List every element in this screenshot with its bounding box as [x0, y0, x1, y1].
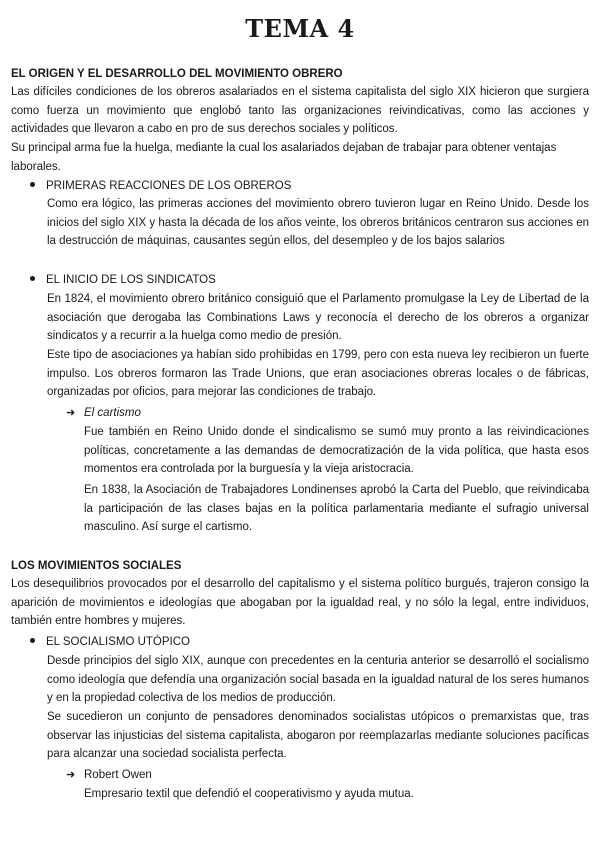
subitem-cartismo [66, 404, 141, 422]
arrow-right-icon: ➜ [66, 407, 76, 419]
bullet-dot-icon [30, 638, 35, 643]
section1-intro: Las difíciles condiciones de los obreros asalariados en el sistema capitalista del siglo XIX hicieron que surgiera como fuerza un movimiento que englobó tanto las organizaciones reivindicativas, como las acciones y actividades que llevaron a cabo en pro de sus derechos sociales y políticos. [11, 86, 589, 135]
cartismo-text1: Fue también en Reino Unido donde el sindicalismo se sumó muy pronto a las reivindicaciones políticas, concretamente a las demandas de democratización de la vida política, que hasta esos momentos era controlada por la burguesía y la vieja aristocracia. [84, 426, 589, 475]
section-heading-movimientos-sociales: LOS MOVIMIENTOS SOCIALES [11, 560, 182, 572]
subitem-label: Robert Owen [84, 769, 152, 781]
bullet-label: EL SOCIALISMO UTÓPICO [46, 636, 190, 648]
bullet-primeras-reacciones [30, 177, 291, 195]
section-heading-movimiento-obrero: EL ORIGEN Y EL DESARROLLO DEL MOVIMIENTO OBRERO [11, 68, 343, 80]
bullet-dot-icon [30, 182, 35, 187]
robert-owen-text: Empresario textil que defendió el cooperativismo y ayuda mutua. [84, 788, 414, 800]
bullet-socialismo-utopico [30, 633, 190, 651]
bullet-dot-icon [30, 276, 35, 281]
section2-intro: Los desequilibrios provocados por el desarrollo del capitalismo y el sistema político burgués, trajeron consigo la aparición de movimientos e ideologías que abogaban por la igualdad real, y no sólo la legal, entre individuos, también entre hombres y mujeres. [11, 578, 589, 627]
subitem-label: El cartismo [84, 407, 141, 419]
section1-intro2: Su principal arma fue la huelga, mediante la cual los asalariados dejaban de trabajar para obtener ventajas laborales. [11, 142, 557, 173]
bullet1-text: Como era lógico, las primeras acciones del movimiento obrero tuvieron lugar en Reino Unido. Desde los inicios del siglo XIX y hasta la década de los años veinte, los obreros británicos centraron sus acciones en la destrucción de máquinas, causantes según ellos, del desempleo y de los bajos salarios [47, 198, 589, 247]
bullet2-text2: Este tipo de asociaciones ya habían sido prohibidas en 1799, pero con esta nueva ley recibieron un fuerte impulso. Los obreros formaron las Trade Unions, que eran asociaciones obreras locales o de fábricas, organizadas por oficios, para mejorar las condiciones de trabajo. [47, 349, 589, 398]
bullet-label: EL INICIO DE LOS SINDICATOS [46, 274, 216, 286]
page-title: TEMA 4 [245, 14, 355, 43]
arrow-right-icon: ➜ [66, 769, 76, 781]
socialismo-text1: Desde principios del siglo XIX, aunque con precedentes en la centuria anterior se desarrolló el socialismo como ideología que defendía una organización social basada en la igualdad natural de los seres humanos y en la propiedad colectiva de los medios de producción. [47, 655, 589, 704]
cartismo-text2: En 1838, la Asociación de Trabajadores Londinenses aprobó la Carta del Pueblo, que reivindicaba la participación de las clases bajas en la política parlamentaria mediante el sufragio universal masculino. Así surge el cartismo. [84, 484, 589, 533]
bullet-inicio-sindicatos [30, 271, 216, 289]
bullet2-text1: En 1824, el movimiento obrero británico consiguió que el Parlamento promulgase la Ley de Libertad de la asociación que derogaba las Combinations Laws y reconocía el derecho de los obreros a organizar sindicatos y a recurrir a la huelga como medio de presión. [47, 293, 589, 342]
bullet-label: PRIMERAS REACCIONES DE LOS OBREROS [46, 180, 292, 192]
socialismo-text2: Se sucedieron un conjunto de pensadores denominados socialistas utópicos o premarxistas que, tras observar las injusticias del sistema capitalista, abogaron por reemplazarlas mediante soluciones pacíficas para alcanzar una sociedad socialista perfecta. [47, 711, 589, 760]
subitem-robert-owen [66, 766, 152, 784]
